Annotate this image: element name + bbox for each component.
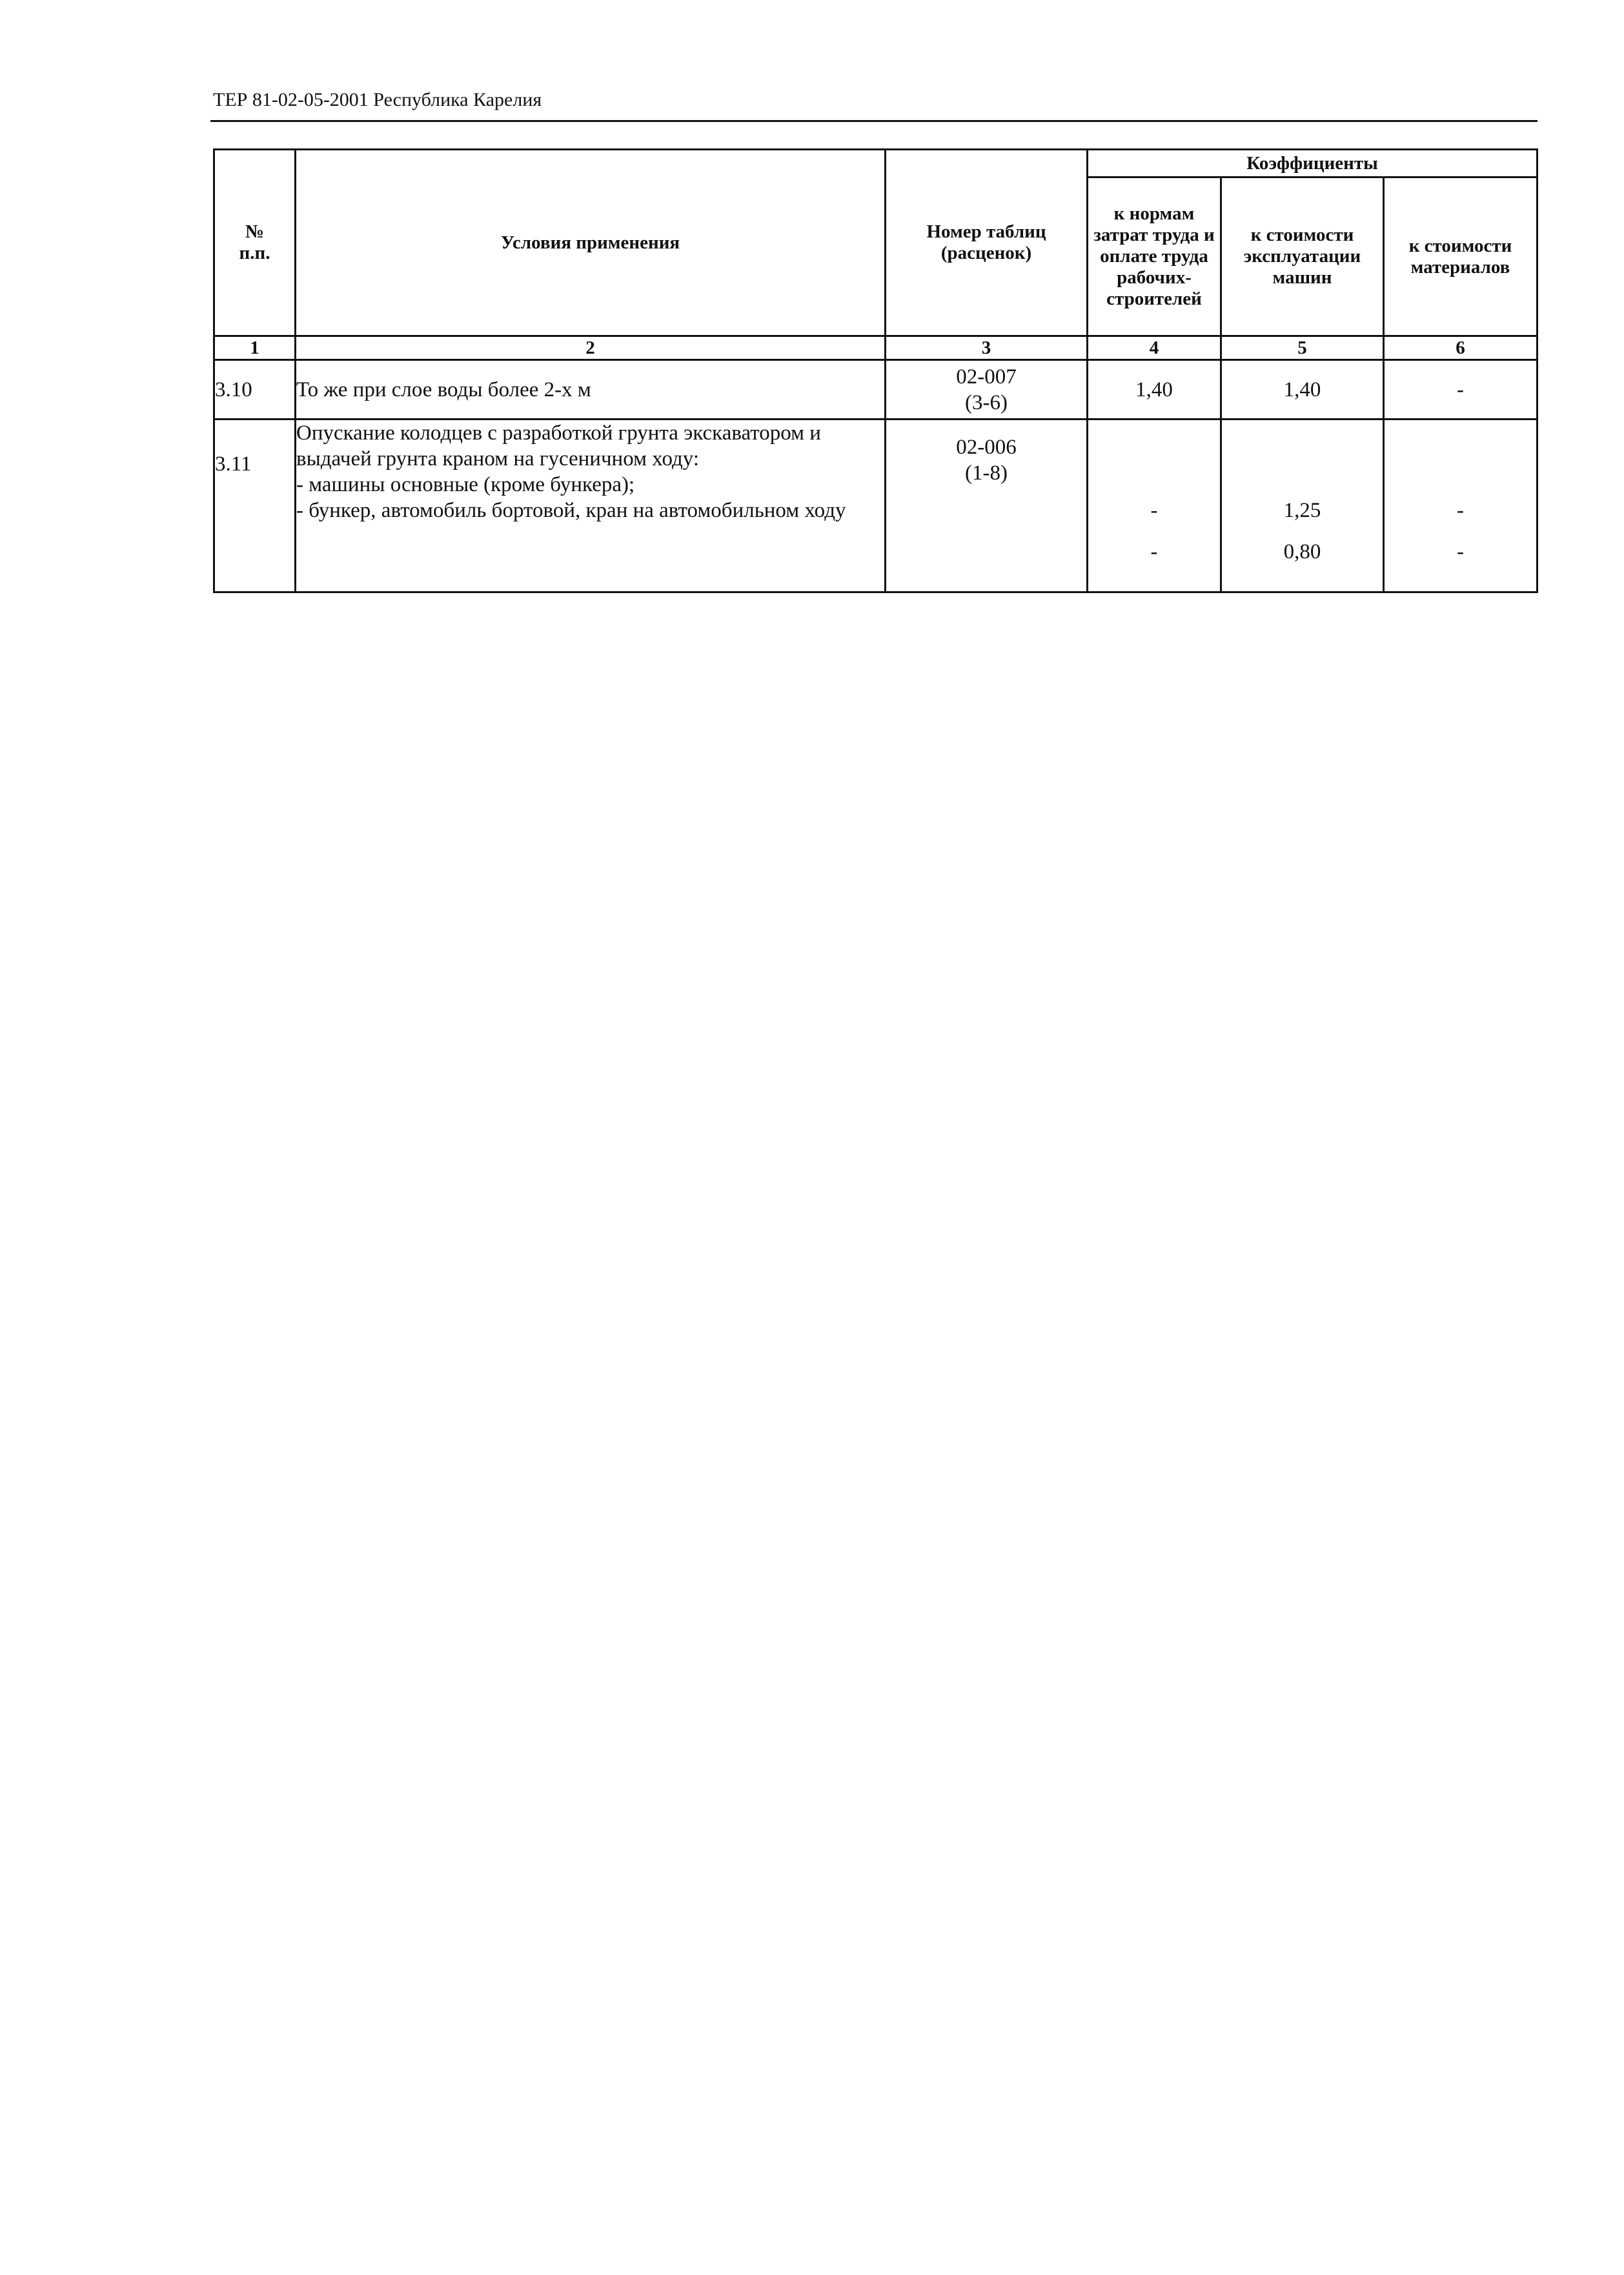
header-labor-label: к нормам затрат труда и оплате труда рабочих-строителей xyxy=(1093,203,1215,309)
header-labor xyxy=(1088,177,1221,336)
sub-1-machines-coef: 1,25 xyxy=(1283,499,1321,522)
coefficients-table xyxy=(213,148,1538,593)
sub-2-materials-coef: - xyxy=(1457,540,1464,563)
row-table-number-code: 02-007 xyxy=(956,365,1017,389)
table-row xyxy=(214,360,1538,420)
row-condition: То же при слое воды более 2-х м xyxy=(296,360,886,420)
row-table-number-code: 02-006 xyxy=(956,436,1017,459)
column-number-3: 3 xyxy=(886,336,1088,360)
page-header: ТЕР 81-02-05-2001 Республика Карелия xyxy=(213,89,542,110)
header-machines xyxy=(1221,177,1384,336)
row-table-number-range: (3-6) xyxy=(965,390,1008,414)
column-number-4: 4 xyxy=(1088,336,1221,360)
header-conditions xyxy=(296,150,886,336)
header-row-1 xyxy=(214,150,1538,177)
row-number: 3.10 xyxy=(214,360,296,420)
column-number-1: 1 xyxy=(214,336,296,360)
row-table-number xyxy=(886,360,1088,420)
sub-2-machines-coef: 0,80 xyxy=(1283,540,1321,563)
row-condition-sub-2: - бункер, автомобиль бортовой, кран на автомобильном ходу xyxy=(296,499,846,522)
header-rule xyxy=(210,120,1538,122)
sub-1-materials-coef: - xyxy=(1457,499,1464,522)
header-num-label: № п.п. xyxy=(239,221,270,263)
row-machines-coef xyxy=(1221,420,1384,592)
header-table-number-label: Номер таблиц (расценок) xyxy=(926,221,1046,263)
row-condition xyxy=(296,420,886,592)
row-labor-coef xyxy=(1088,420,1221,592)
header-materials xyxy=(1384,177,1538,336)
header-coefficients xyxy=(1088,150,1538,177)
row-table-number xyxy=(886,420,1088,592)
header-conditions-label: Условия применения xyxy=(500,232,680,253)
row-materials-coef xyxy=(1384,420,1538,592)
row-machines-coef: 1,40 xyxy=(1221,360,1384,420)
header-materials-label: к стоимости материалов xyxy=(1408,235,1512,278)
column-number-2: 2 xyxy=(296,336,886,360)
header-machines-label: к стоимости эксплуатации машин xyxy=(1243,225,1361,288)
header-num xyxy=(214,150,296,336)
header-coefficients-label: Коэффициенты xyxy=(1246,152,1378,174)
row-table-number-range: (1-8) xyxy=(965,461,1008,485)
header-table-number xyxy=(886,150,1088,336)
row-materials-coef: - xyxy=(1384,360,1538,420)
sub-1-labor-coef: - xyxy=(1150,499,1158,522)
row-labor-coef: 1,40 xyxy=(1088,360,1221,420)
sub-2-labor-coef: - xyxy=(1150,540,1158,563)
column-number-6: 6 xyxy=(1384,336,1538,360)
row-number: 3.11 xyxy=(214,420,296,592)
column-number-row xyxy=(214,336,1538,360)
row-condition-sub-1: - машины основные (кроме бункера); xyxy=(296,473,635,496)
row-condition-main: Опускание колодцев с разработкой грунта экскаватором и выдачей грунта краном на гусеничном ходу: xyxy=(296,421,821,470)
table-row xyxy=(214,420,1538,592)
column-number-5: 5 xyxy=(1221,336,1384,360)
